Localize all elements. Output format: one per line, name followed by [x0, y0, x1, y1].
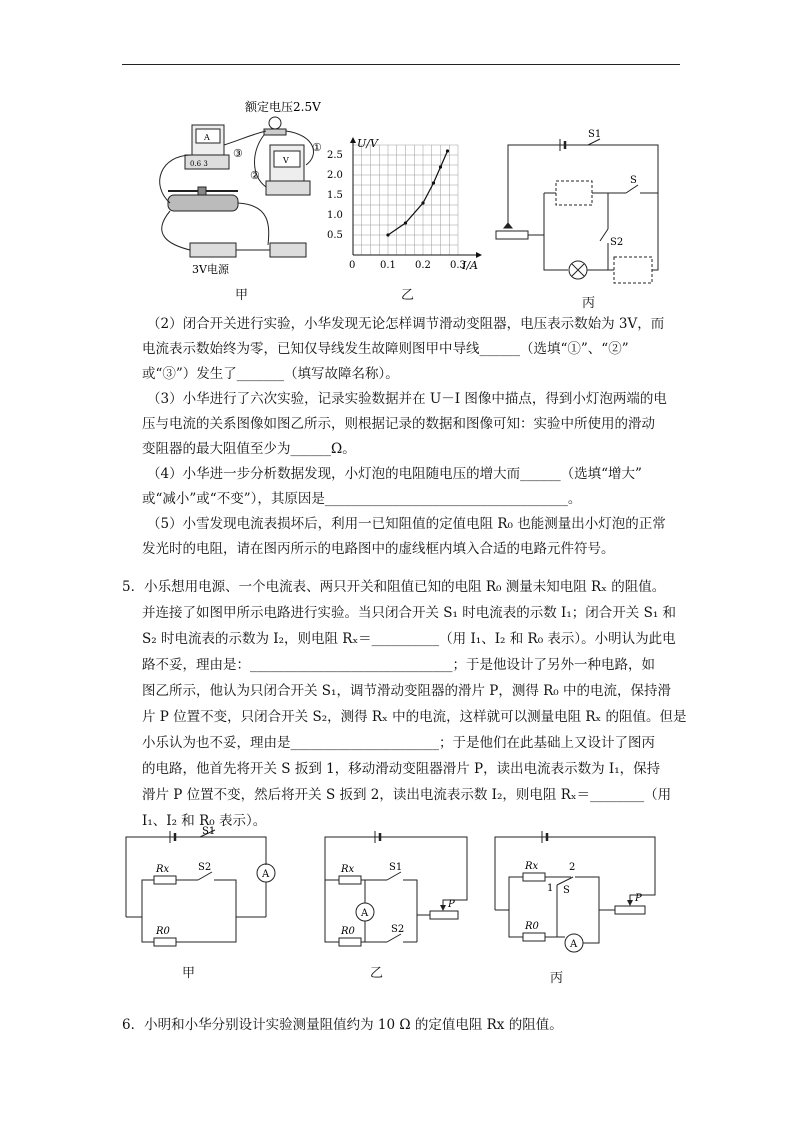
data-point	[439, 165, 442, 168]
x-tick-label: 0	[349, 260, 356, 270]
q5-yi-r0-label: R0	[341, 926, 355, 937]
power-label: 3V电源	[192, 263, 229, 276]
caption-jia-top: 甲	[235, 288, 249, 303]
lamp-rating-label: 额定电压2.5V	[245, 100, 321, 114]
wire-label-2: ②	[250, 169, 260, 182]
q4-line-10: 发光时的电阻，请在图丙所示的电路图中的虚线框内填入合适的电路元件符号。	[142, 541, 615, 557]
q4-line-9: （5）小雪发现电流表损坏后，利用一已知阻值的定值电阻 R₀ 也能测量出小灯泡的正常	[147, 516, 666, 532]
x-tick-label: 0.3	[450, 260, 466, 270]
wire-label-1: ①	[312, 141, 322, 154]
q5-figure-jia	[120, 825, 280, 955]
q5-figure-bing	[487, 825, 667, 965]
y-axis-label: U/V	[357, 137, 378, 150]
q5-yi-ammeter-label: A	[361, 908, 369, 919]
q4-line-3: 或“③”）发生了_______（填写故障名称）。	[142, 366, 399, 382]
q5-jia-s2-label: S2	[198, 862, 212, 873]
y-tick-label: 1.5	[327, 190, 343, 201]
q4-line-2: 电流表示数始终为零，已知仅导线发生故障则图甲中导线______（选填“①”、“②”	[142, 341, 629, 357]
x-axis-label: I/A	[462, 259, 478, 270]
q5-bing-two-label: 2	[569, 862, 576, 873]
q5-bing-one-label: 1	[547, 883, 554, 894]
chart-tick-labels	[327, 137, 478, 270]
q5-line-10: I₁、I₂ 和 R₀ 表示）。	[142, 813, 267, 829]
q4-line-8: 或“减小”或“不变”），其原因是____________________________________。	[142, 491, 582, 507]
data-point	[432, 181, 435, 184]
bing-s1-label: S1	[588, 129, 602, 140]
wire-label-3: ③	[233, 147, 243, 160]
header-rule	[122, 64, 680, 65]
q5-caption-jia: 甲	[182, 966, 196, 981]
y-tick-label: 2.0	[327, 170, 343, 181]
data-point	[404, 221, 407, 224]
figure-jia-wiring	[140, 95, 345, 285]
x-axis-arrow	[476, 252, 482, 258]
q5-line-9: 滑片 P 位置不变，然后将开关 S 扳到 2，读出电流表示数 I₂，则电阻 Rₓ＝________（用	[142, 787, 672, 803]
y-tick-label: 0.5	[327, 230, 343, 241]
q6-line-1: 6．小明和小华分别设计实验测量阻值约为 10 Ω 的定值电阻 Rx 的阻值。	[122, 1017, 563, 1033]
bing-s-label: S	[630, 175, 637, 186]
q5-jia-r0-label: R0	[156, 926, 170, 937]
figure-bing-circuit	[490, 125, 670, 290]
q4-line-5: 压与电流的关系图像如图乙所示，则根据记录的数据和图像可知：实验中所使用的滑动	[142, 416, 655, 432]
figure-yi-ui-chart	[325, 135, 495, 270]
q4-line-7: （4）小华进一步分析数据发现，小灯泡的电阻随电压的增大而______（选填“增大”	[147, 466, 642, 482]
caption-bing-top: 丙	[582, 296, 596, 311]
q5-jia-ammeter-label: A	[262, 869, 270, 880]
q5-caption-yi: 乙	[370, 966, 384, 981]
ammeter-a-symbol: A	[204, 133, 210, 142]
x-tick-label: 0.2	[415, 260, 431, 270]
bing-s2-label: S2	[610, 237, 624, 248]
q4-line-1: （2）闭合开关进行实验，小华发现无论怎样调节滑动变阻器，电压表示数始为 3V，而	[147, 316, 665, 332]
data-point	[421, 201, 424, 204]
caption-yi-top: 乙	[401, 288, 415, 303]
q5-line-3: S₂ 时电流表的示数为 I₂，则电阻 Rₓ＝__________（用 I₁、I₂ 和 R₀ 表示）。小明认为此电	[142, 631, 676, 647]
q5-figure-yi	[305, 825, 475, 960]
q5-caption-bing: 丙	[550, 971, 564, 986]
q5-line-8: 的电路，他首先将开关 S 扳到 1，移动滑动变阻器滑片 P，读出电流表示数为 I₁，保持	[142, 761, 661, 777]
q5-yi-s2-label: S2	[391, 924, 405, 935]
q5-bing-rx-label: Rx	[525, 861, 539, 872]
y-tick-label: 2.5	[327, 150, 343, 161]
data-point	[386, 233, 389, 236]
q5-yi-s1-label: S1	[389, 862, 403, 873]
chart-series	[386, 149, 449, 236]
q5-jia-rx-label: Rx	[156, 864, 170, 875]
q5-yi-p-label: P	[448, 899, 455, 910]
q5-bing-s-label: S	[563, 885, 570, 896]
y-axis-arrow	[350, 137, 356, 143]
chart-grid	[353, 145, 458, 255]
data-point	[446, 149, 449, 152]
q5-line-2: 并连接了如图甲所示电路进行实验。当只闭合开关 S₁ 时电流表的示数 I₁；闭合开关 S₁ 和	[142, 605, 677, 621]
q5-bing-r0-label: R0	[525, 921, 539, 932]
q4-line-6: 变阻器的最大阻值至少为______Ω。	[142, 441, 356, 457]
q5-line-7: 小乐认为也不妥，理由是______________________；于是他们在此基础上又设计了图丙	[142, 735, 655, 751]
voltmeter-v-symbol: V	[283, 156, 289, 165]
q5-jia-s1-label: S1	[202, 826, 216, 837]
q5-line-6: 片 P 位置不变，只闭合开关 S₂，测得 Rₓ 中的电流，这样就可以测量电阻 Rₓ 的阻值。但是	[142, 709, 687, 725]
ammeter-scale-label: 0.6 3	[190, 160, 208, 168]
y-tick-label: 1.0	[327, 210, 343, 221]
q5-bing-ammeter-label: A	[570, 939, 578, 950]
q4-line-4: （3）小华进行了六次实验，记录实验数据并在 U－I 图像中描点，得到小灯泡两端的电	[147, 391, 667, 407]
x-tick-label: 0.1	[380, 260, 396, 270]
q5-line-4: 路不妥，理由是：______________________________；于是他设计了另外一种电路，如	[142, 657, 655, 673]
q5-line-1: 5．小乐想用电源、一个电流表、两只开关和阻值已知的电阻 R₀ 测量未知电阻 Rₓ 的阻值。	[122, 579, 666, 595]
q5-line-5: 图乙所示，他认为只闭合开关 S₁，调节滑动变阻器的滑片 P，测得 R₀ 中的电流，保持滑	[142, 683, 671, 699]
q5-bing-p-label: P	[635, 893, 642, 904]
q5-yi-rx-label: Rx	[341, 864, 355, 875]
